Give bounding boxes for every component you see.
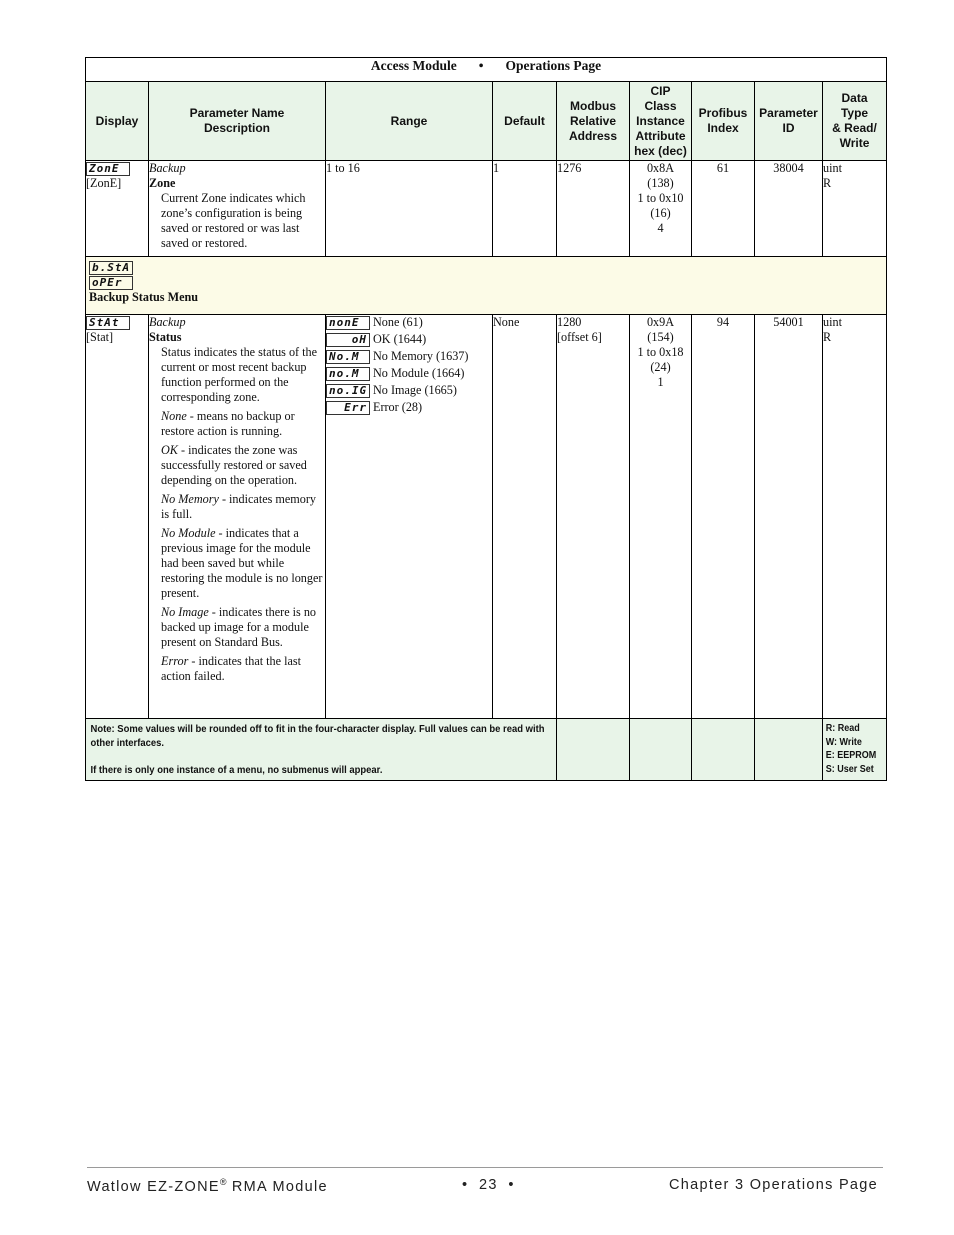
- range-option: no.IG No Image (1665): [326, 383, 492, 400]
- range-option: No.M No Memory (1637): [326, 349, 492, 366]
- note-empty-cell: [692, 719, 755, 781]
- legend-cell: [823, 719, 887, 781]
- status-description-cell: [149, 315, 326, 719]
- header-modbus: Modbus Relative Address: [557, 82, 630, 161]
- header-display: Display: [86, 82, 149, 161]
- operations-table: [85, 57, 887, 781]
- note-rounding: Note: Some values will be rounded off to fit in the four-character display. Full values can be read with other interfaces.: [90, 723, 545, 749]
- range-no-memory-lcd-icon: No.M: [326, 350, 370, 364]
- status-note-no-image: No Image - indicates there is no backed up image for a module present on Standard Bus.: [161, 605, 317, 649]
- status-parameter-id: 54001: [755, 315, 823, 719]
- range-none-lcd-icon: nonE: [326, 316, 370, 330]
- menu-lcd-icon-1: b.StA: [89, 261, 133, 275]
- range-option: Err Error (28): [326, 400, 492, 417]
- zone-group: Backup: [149, 161, 186, 175]
- status-cip: 0x9A (154) 1 to 0x18 (24) 1: [630, 315, 692, 719]
- status-note-no-module: No Module - indicates that a previous image for the module had been saved but while restoring the module is no longer present.: [161, 526, 323, 600]
- zone-lcd-icon: ZonE: [86, 162, 130, 176]
- status-note-ok: OK - indicates the zone was successfully restored or saved depending on the operation.: [161, 443, 307, 487]
- status-lcd-icon: StAt: [86, 316, 130, 330]
- note-empty-cell: [630, 719, 692, 781]
- zone-profibus: 61: [692, 161, 755, 257]
- range-option: no.M No Module (1664): [326, 366, 492, 383]
- title-separator: •: [478, 58, 484, 73]
- status-range-cell: [326, 315, 493, 719]
- header-parameter-name: Parameter Name Description: [149, 82, 326, 161]
- status-description: Status indicates the status of the current or most recent backup function performed on the corresponding zone.: [161, 345, 318, 404]
- note-row: [86, 719, 887, 781]
- footer-divider: [87, 1167, 883, 1168]
- table-title-bar: [86, 58, 887, 82]
- header-default: Default: [493, 82, 557, 161]
- zone-data-type: uint R: [823, 161, 887, 257]
- status-display-text: [Stat]: [86, 330, 114, 345]
- zone-description-cell: [149, 161, 326, 257]
- zone-parameter-id: 38004: [755, 161, 823, 257]
- status-note-error: Error - indicates that the last action failed.: [161, 654, 302, 683]
- status-modbus: 1280 [offset 6]: [557, 315, 630, 719]
- footer-chapter: Chapter 3 Operations Page: [669, 1177, 879, 1193]
- range-option: oH OK (1644): [326, 332, 492, 349]
- header-cip: CIP Class Instance Attribute hex (dec): [630, 82, 692, 161]
- status-group: Backup: [149, 315, 186, 329]
- zone-cip: 0x8A (138) 1 to 0x10 (16) 4: [630, 161, 692, 257]
- title-left: Access Module: [370, 58, 457, 73]
- registered-mark: ®: [219, 1177, 227, 1187]
- header-range: Range: [326, 82, 493, 161]
- table-header-row: [86, 82, 887, 161]
- note-text: [86, 719, 554, 780]
- zone-name: Zone: [149, 176, 176, 190]
- table-row-zone: [86, 161, 887, 257]
- menu-label: Backup Status Menu: [89, 290, 199, 305]
- note-submenus: If there is only one instance of a menu, no submenus will appear.: [90, 764, 383, 776]
- footer-product: Watlow EZ-ZONE® RMA Module: [87, 1177, 328, 1195]
- header-data-type: Data Type & Read/ Write: [823, 82, 887, 161]
- status-note-none: None - means no backup or restore action is running.: [161, 409, 295, 438]
- table-title: [86, 58, 887, 82]
- zone-description: Current Zone indicates which zone’s configuration is being saved or restored or was last saved or restored.: [161, 191, 306, 250]
- status-note-no-memory: No Memory - indicates memory is full.: [161, 492, 317, 521]
- status-data-type: uint R: [823, 315, 887, 719]
- status-profibus: 94: [692, 315, 755, 719]
- note-empty-cell: [557, 719, 630, 781]
- range-error-lcd-icon: Err: [326, 401, 370, 415]
- header-profibus: Profibus Index: [692, 82, 755, 161]
- status-default: None: [493, 315, 557, 719]
- footer-page-number: • 23 •: [462, 1177, 515, 1193]
- zone-display-text: [ZonE]: [86, 176, 122, 191]
- header-parameter-id: Parameter ID: [755, 82, 823, 161]
- rw-legend: R: Read W: Write E: EEPROM S: User Set: [825, 723, 877, 775]
- zone-display-cell: [86, 161, 149, 257]
- note-cell: [86, 719, 557, 781]
- menu-row: [86, 257, 887, 315]
- zone-default: 1: [493, 161, 557, 257]
- range-no-image-lcd-icon: no.IG: [326, 384, 370, 398]
- menu-lcd-icon-2: oPEr: [89, 276, 133, 290]
- range-ok-lcd-icon: oH: [326, 333, 370, 347]
- range-option: nonE None (61): [326, 315, 492, 332]
- note-empty-cell: [755, 719, 823, 781]
- menu-cell: [86, 257, 887, 315]
- status-name: Status: [149, 330, 182, 344]
- zone-modbus: 1276: [557, 161, 630, 257]
- zone-range: 1 to 16: [326, 161, 493, 257]
- title-right: Operations Page: [505, 58, 602, 73]
- status-display-cell: [86, 315, 149, 719]
- table-row-status: [86, 315, 887, 719]
- range-no-module-lcd-icon: no.M: [326, 367, 370, 381]
